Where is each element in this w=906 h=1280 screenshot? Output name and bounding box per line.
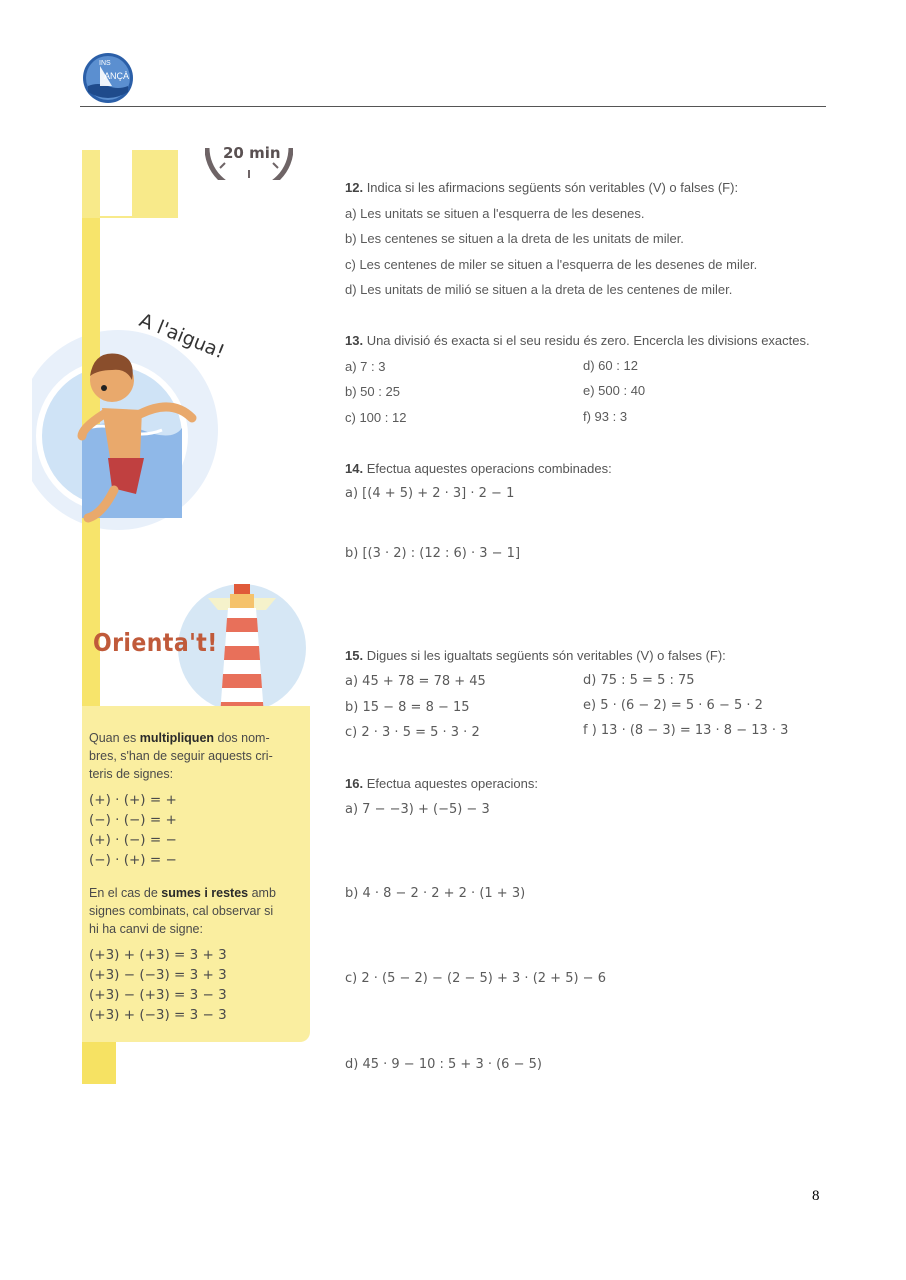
- exercise-16-item: d) 45 · 9 − 10 : 5 + 3 · (6 − 5): [345, 1057, 542, 1072]
- page-number: 8: [812, 1188, 820, 1204]
- exercise-12-heading: 12. Indica si les afirmacions següents són veritables (V) o falses (F):: [345, 180, 739, 195]
- clock-icon: [205, 108, 293, 180]
- sum-intro: En el cas de sumes i restes amb signes combinats, cal observar si hi ha canvi de signe:: [89, 886, 276, 936]
- logo-text-top: INS: [99, 60, 111, 67]
- exercise-14-heading: 14. Efectua aquestes operacions combinades:: [345, 461, 612, 476]
- exercise-15-heading: 15. Digues si les igualtats següents són veritables (V) o falses (F):: [345, 648, 726, 663]
- exercise-13-item: c) 100 : 12: [345, 410, 407, 425]
- rule-line: (+) · (+) = +: [89, 792, 177, 808]
- multiply-intro: Quan es multipliquen dos nom- bres, s'han de seguir aquests cri- teris de signes:: [89, 731, 273, 781]
- exercise-16-item: a) 7 − −3) + (−5) − 3: [345, 802, 490, 817]
- exercise-13-heading: 13. Una divisió és exacta si el seu residu és zero. Encercla les divisions exactes.: [345, 333, 810, 348]
- exercise-15-item: c) 2 · 3 · 5 = 5 · 3 · 2: [345, 725, 480, 740]
- rule-line: (+3) − (+3) = 3 − 3: [89, 987, 227, 1003]
- exercise-15-item: b) 15 − 8 = 8 − 15: [345, 700, 470, 715]
- exercise-15-item: d) 75 : 5 = 5 : 75: [583, 673, 695, 688]
- exercise-16-heading: 16. Efectua aquestes operacions:: [345, 776, 538, 791]
- rule-line: (+3) − (−3) = 3 + 3: [89, 967, 227, 983]
- header-rule: [80, 106, 826, 107]
- exercise-13-item: f) 93 : 3: [583, 409, 628, 424]
- aigua-badge: [134, 303, 244, 393]
- multiply-rules: [89, 790, 177, 870]
- exercise-15-item: e) 5 · (6 − 2) = 5 · 6 − 5 · 2: [583, 698, 763, 713]
- sidebar-title: Orienta't!: [93, 628, 218, 657]
- exercise-14-item: b) [(3 · 2) : (12 : 6) · 3 − 1]: [345, 546, 521, 561]
- exercise-12-item: a) Les unitats se situen a l'esquerra de les desenes.: [345, 206, 645, 221]
- school-logo: [82, 52, 134, 104]
- clock-label: 20 min: [223, 144, 281, 162]
- rule-line: (+3) + (+3) = 3 + 3: [89, 947, 227, 963]
- logo-text-bottom: ANÇÀ: [104, 71, 130, 81]
- exercise-13-item: e) 500 : 40: [583, 383, 646, 398]
- badge-text: A l'aigua!: [136, 309, 228, 364]
- rule-line: (−) · (+) = −: [89, 852, 177, 868]
- exercise-13-item: a) 7 : 3: [345, 359, 386, 374]
- exercise-15-item: f ) 13 · (8 − 3) = 13 · 8 − 13 · 3: [583, 723, 789, 738]
- exercise-12-item: d) Les unitats de milió se situen a la dreta de les centenes de miler.: [345, 282, 733, 297]
- exercise-16-item: b) 4 · 8 − 2 · 2 + 2 · (1 + 3): [345, 886, 526, 901]
- exercise-13-item: b) 50 : 25: [345, 384, 400, 399]
- exercise-16-item: c) 2 · (5 − 2) − (2 − 5) + 3 · (2 + 5) − 6: [345, 971, 606, 986]
- exercise-13-item: d) 60 : 12: [583, 358, 638, 373]
- sidebar-notch: [100, 150, 132, 216]
- exercise-14-item: a) [(4 + 5) + 2 · 3] · 2 − 1: [345, 486, 515, 501]
- sum-rules: [89, 945, 227, 1025]
- sidebar-strip-bottom: [82, 1042, 116, 1084]
- rule-line: (+3) + (−3) = 3 − 3: [89, 1007, 227, 1023]
- rule-line: (−) · (−) = +: [89, 812, 177, 828]
- exercise-12-item: b) Les centenes se situen a la dreta de les unitats de miler.: [345, 231, 684, 246]
- exercise-15-item: a) 45 + 78 = 78 + 45: [345, 674, 486, 689]
- exercise-12-item: c) Les centenes de miler se situen a l'esquerra de les desenes de miler.: [345, 257, 758, 272]
- rule-line: (+) · (−) = −: [89, 832, 177, 848]
